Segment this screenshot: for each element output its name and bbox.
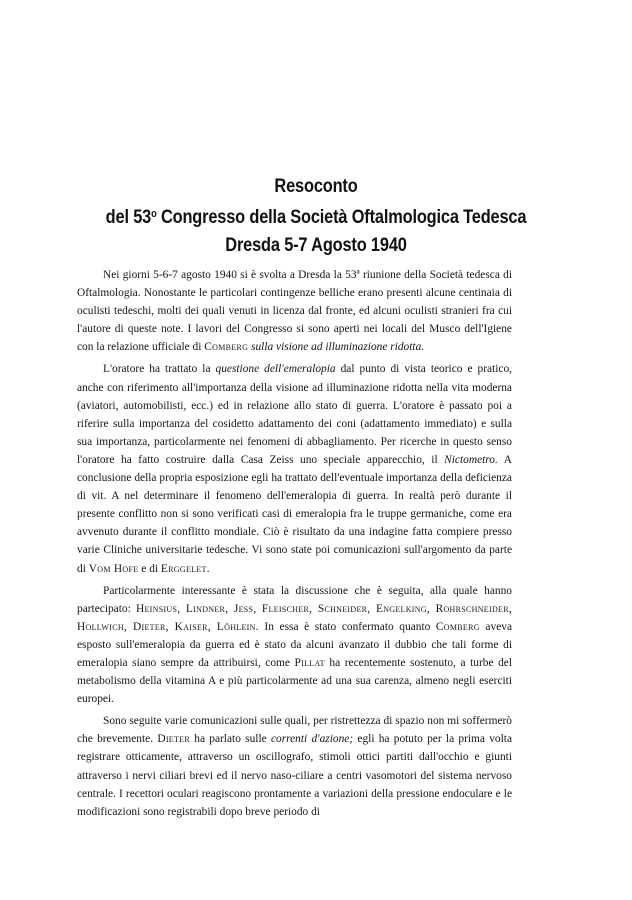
article-body	[77, 266, 512, 821]
italic-text: correnti d'azione;	[270, 733, 354, 746]
title-superscript: o	[151, 208, 157, 220]
paragraph	[77, 266, 512, 356]
article-title	[40, 172, 592, 259]
text-run: aveva esposto sull'emeralopia da guerra ed è stato da alcuni avanzato il dubbio che tali forme di emeralopia siano sempre da attribuirsi, come	[77, 620, 512, 669]
title-line-2-end: Congresso della Società Oftalmologica Tedesca	[156, 206, 527, 228]
author-name: Vom Hofe	[88, 562, 139, 575]
text-run: L'oratore ha trattato la	[103, 363, 216, 376]
italic-text: questione dell'emeralopia	[215, 363, 336, 376]
text-run: A conclusione della propria esposizione egli ha trattato dell'eventuale importanza della deficienza di vit. A nel determinare il fenomeno dell'emeralopia di guerra. In realtà però durante il presente conflitto non si sono verificati casi di emeralopia fra le truppe germaniche, come era avvenuto durante il conflitto mondiale. Ciò è risultato da una indagine fatta compiere presso varie Cliniche universitarie tedesche. Vi sono state poi comunicazioni sull'argomento da parte di	[77, 453, 512, 575]
author-name: Erggelet.	[160, 562, 210, 575]
text-run: In essa è stato confermato quanto	[258, 620, 436, 633]
author-name: Pillat	[294, 656, 325, 669]
text-run: Particolarmente interessante è stata la discussione che è seguita, alla quale hanno partecipato:	[77, 584, 512, 615]
author-name: Dieter	[157, 733, 190, 746]
paragraph	[77, 712, 512, 821]
title-line-2	[84, 200, 548, 231]
title-line-3: Dresda 5-7 Agosto 1940	[225, 234, 407, 256]
author-name: Heinsius, Lindner, Jess, Fleischer, Schneider, Engelking, Rohrschneider, Hollwich, Dieter, Kaiser, Löhlein.	[77, 602, 513, 633]
text-run: egli ha potuto per la prima volta registrare otticamente, attraverso un oscillografo, stimoli ottici partiti dall'occhio e giunti attraverso i nervi ciliari brevi ed il nervo naso-ciliare a centri vasomotori del sistema nervoso centrale. I recettori oculari reagiscono prontamente a variazioni della pressione endoculare e le modificazioni sono registrabili dopo breve periodo di	[77, 733, 513, 818]
paragraph	[77, 582, 512, 709]
italic-text: Nictometro.	[444, 453, 498, 466]
text-run: Sono seguite varie comunicazioni sulle quali, per ristrettezza di spazio non mi soffermerò che brevemente.	[77, 715, 512, 746]
text-run: dal punto di vista teorico e pratico, anche con riferimento all'importanza della visione ad illuminazione ridotta nella vita moderna (aviatori, automobilisti, ecc.) ed in relazione allo stato di guerra. L'oratore è passato poi a riferire sulla importanza del cosidetto adattamento dei coni (adattamento immediato) e sulla sua importanza, particolarmente nei fenomeni di abbagliamento. Per ricerche in questo senso l'oratore ha fatto costruire dalla Casa Zeiss uno speciale apparecchio, il	[77, 363, 512, 466]
author-name: Comberg	[204, 341, 249, 354]
paragraph	[77, 360, 512, 577]
italic-text: sulla visione ad illuminazione ridotta.	[251, 341, 425, 354]
text-run: e di	[138, 562, 161, 575]
text-run: ha recentemente sostenuto, a turbe del metabolismo della vitamina A e più particolarmente ad una sua carenza, almeno negli eserciti europei.	[77, 656, 512, 706]
text-run: ha parlato sulle	[190, 733, 271, 746]
title-line-2-start: del 53	[105, 206, 152, 228]
title-line-1: Resoconto	[274, 175, 358, 197]
author-name: Comberg	[435, 620, 480, 633]
text-run: Nei giorni 5-6-7 agosto 1940 si è svolta a Dresda la 53ª riunione della Società tedesca di Oftalmologia. Nonostante le particolari contingenze belliche erano presenti alcune centinaia di oculisti tedeschi, molti dei quali venuti in licenza dal fronte, ed alcuni oculisti stranieri fra cui l'autore di queste note. I lavori del Congresso si sono aperti nei locali del Musco dell'Igiene con la relazione ufficiale di	[77, 269, 512, 354]
